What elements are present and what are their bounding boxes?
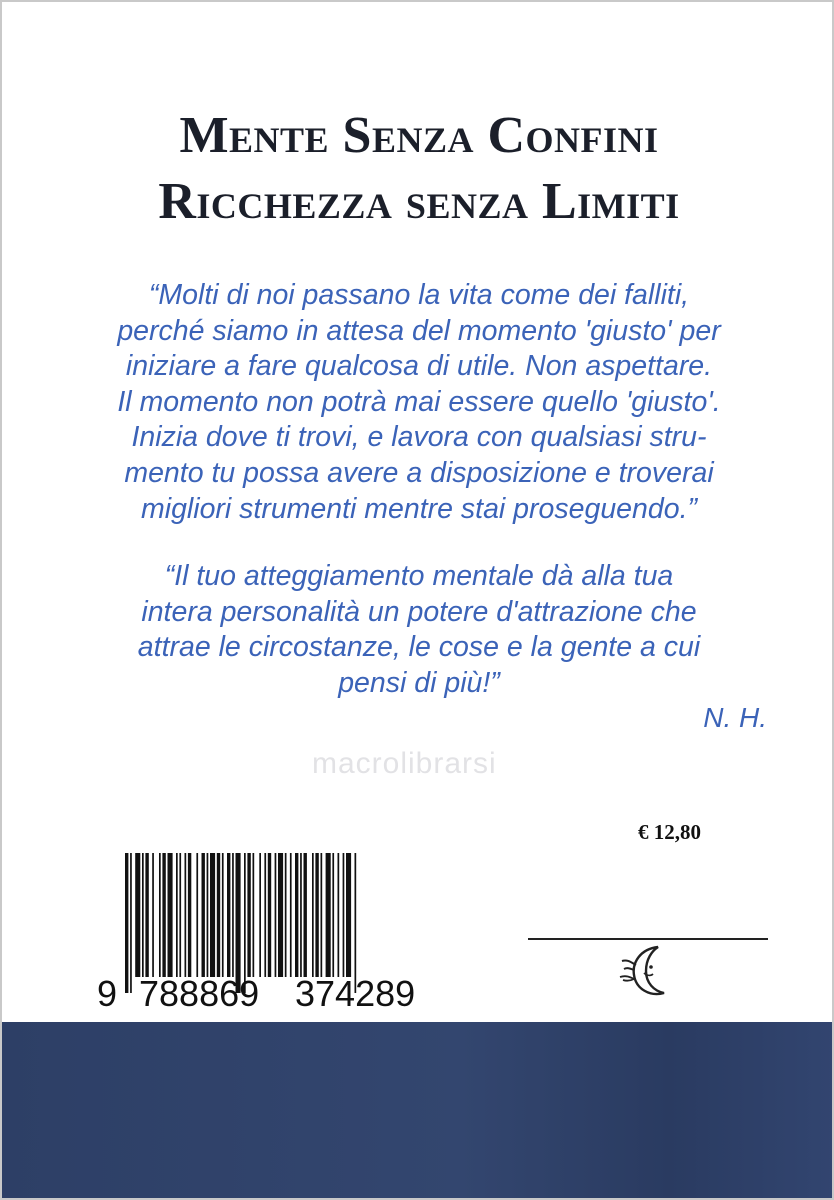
barcode-bar xyxy=(290,853,292,977)
quote-1 xyxy=(2,278,834,527)
barcode-bar xyxy=(295,853,298,977)
barcode-bar xyxy=(253,853,255,977)
barcode-bar xyxy=(332,853,334,977)
barcode-bar xyxy=(247,853,250,977)
barcode-bar xyxy=(304,853,307,977)
quote-1-line: Il momento non potrà mai essere quello 'giusto'. xyxy=(117,385,721,418)
quote-2-line: intera personalità un potere d'attrazione che xyxy=(141,595,697,628)
barcode-bar xyxy=(168,853,173,977)
barcode-bar xyxy=(145,853,148,977)
quote-1-line: “Molti di noi passano la vita come dei falliti, xyxy=(148,279,690,311)
publisher-rule xyxy=(528,938,768,940)
barcode-bar xyxy=(179,853,181,977)
barcode-bar xyxy=(142,853,144,977)
barcode-bar xyxy=(196,853,198,977)
barcode-bar xyxy=(210,853,215,977)
barcode-bar xyxy=(355,853,357,993)
title-line-1: Mente Senza Confini xyxy=(179,107,659,164)
barcode-bar xyxy=(185,853,187,977)
barcode-bar xyxy=(125,853,128,993)
barcode-bar xyxy=(152,853,154,977)
barcode-bar xyxy=(188,853,191,977)
barcode-bar xyxy=(130,853,132,993)
isbn-group-2: 374289 xyxy=(295,973,416,1014)
barcode-bar xyxy=(162,853,165,977)
barcode-bar xyxy=(217,853,220,977)
crescent-moon-icon xyxy=(618,943,684,1001)
bottom-color-band xyxy=(2,1022,834,1200)
title-line-2: Ricchezza senza Limiti xyxy=(158,173,680,230)
quote-attribution: N. H. xyxy=(703,702,767,733)
watermark: macrolibrarsi xyxy=(312,747,497,780)
barcode-bar xyxy=(236,853,241,993)
isbn-digit-first: 9 xyxy=(97,973,118,1014)
barcode-bar xyxy=(300,853,302,977)
quote-2 xyxy=(2,559,834,701)
barcode-bar xyxy=(207,853,209,977)
barcode-bar xyxy=(285,853,287,977)
quote-2-line: attrae le circostanze, le cose e la gente a cui xyxy=(137,631,701,664)
quote-1-line: migliori strumenti mentre stai proseguendo.” xyxy=(141,492,697,525)
barcode-bar xyxy=(176,853,178,977)
isbn-group-1: 788869 xyxy=(139,973,260,1014)
barcode-bar xyxy=(135,853,140,977)
barcode-bar xyxy=(264,853,266,977)
price-label: € 12,80 xyxy=(638,820,701,844)
barcode-bar xyxy=(326,853,331,977)
barcode-bar xyxy=(227,853,230,977)
quote-2-line: “Il tuo atteggiamento mentale dà alla tua xyxy=(164,560,674,592)
barcode-bar xyxy=(232,853,234,977)
barcode-bar xyxy=(315,853,318,977)
quote-1-line: iniziare a fare qualcosa di utile. Non aspettare. xyxy=(125,350,713,383)
barcode-bar xyxy=(275,853,277,977)
barcode-bar xyxy=(338,853,340,977)
barcode-bar xyxy=(268,853,271,977)
barcode-bar xyxy=(259,853,261,977)
quote-2-line: pensi di più!” xyxy=(338,666,500,699)
barcode-bar xyxy=(343,853,345,977)
barcode-bar xyxy=(321,853,323,977)
barcode-bar xyxy=(278,853,283,977)
barcode-bar xyxy=(312,853,314,977)
barcode-bar xyxy=(222,853,224,977)
quote-1-line: Inizia dove ti trovi, e lavora con qualsiasi stru- xyxy=(131,421,707,454)
barcode-bar xyxy=(202,853,205,977)
barcode-bar xyxy=(346,853,351,977)
barcode-bar xyxy=(159,853,161,977)
quote-1-line: perché siamo in attesa del momento 'giusto' per xyxy=(117,314,721,347)
quote-1-line: mento tu possa avere a disposizione e troverai xyxy=(124,456,714,489)
barcode-bar xyxy=(244,853,246,993)
